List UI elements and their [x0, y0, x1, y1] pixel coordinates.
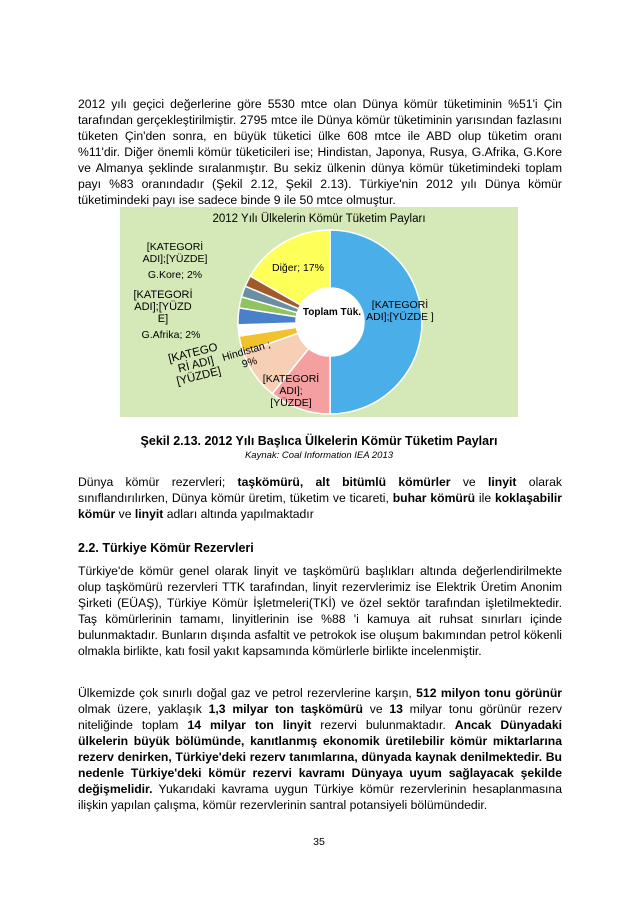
chart-title: 2012 Yılı Ülkelerin Kömür Tüketim Payları: [212, 213, 426, 225]
paragraph-turkey-reserves: Ülkemizde çok sınırlı doğal gaz ve petrol rezervlerine karşın, 512 milyon tonu görünür olmak üzere, yaklaşık 1,3 milyar ton taşkömürü ve 13 milyar tonu görünür rezerv niteliğinde toplam 14 milyar ton linyit rezervi bulunmaktadır. Ancak Dünyadaki ülkelerin büyük bölümünde, kanıtlanmış ekonomik üretilebilir kömür miktarlarına rezerv denirken, Türkiye'deki rezerv tanımlarına, dünyada kaynak denilmektedir. Bu nedenle Türkiye'deki kömür rezervi kavramı Dünyaya uyum sağlayacak şekilde değişmelidir. Yukarıdaki kavrama uygun Türkiye kömür rezervlerinin hesaplanmasına ilişkin yapılan çalışma, kömür rezervlerinin santral potansiyeli bölümündedir.: [78, 686, 563, 812]
figure-source: Kaynak: Coal Information IEA 2013: [244, 450, 394, 461]
chart-center-label: Toplam Tük.: [302, 307, 362, 318]
label-germany: [KATEGORİ ADI];[YÜZDE]: [142, 241, 208, 265]
label-skorea: G.Kore; 2%: [147, 269, 203, 281]
paragraph-turkey-coal: Türkiye'de kömür genel olarak linyit ve taşkömürü başlıkları altında değerlendirilmekte olup taşkömürü rezervleri TTK tarafından, linyit rezervlerimiz ise Elektrik Üretim Anonim Şirketi (EÜAŞ), Türkiye Kömür İşletmeleri(TKİ) ve özel sektör tarafından işletilmektedir. Taş kömürlerinin tamamı, linyitlerinin ise %88 'i kamuya ait ruhsat sınırları içinde bulunmaktadır. Bunların dışında asfaltit ve petrokok ise oluşum bakımından petrol kökenli olmakla birlikte, katı fosil yakıt kapsamında kömürlerle birlikte incelenmiştir.: [78, 564, 562, 658]
paragraph-reserves-classification: Dünya kömür rezervleri; taşkömürü, alt bitümlü kömürler ve linyit olarak sınıflandırılırken, Dünya kömür üretim, tüketim ve ticareti, buhar kömürü ile koklaşabilir kömür ve linyit adları altında yapılmaktadır: [78, 475, 563, 521]
section-heading: 2.2. Türkiye Kömür Rezervleri: [78, 541, 254, 555]
label-china: [KATEGORİ ADI];[YÜZDE ]: [366, 299, 434, 323]
page-number: 35: [313, 836, 325, 848]
label-other: Diğer; 17%: [272, 262, 324, 274]
label-safrica: G.Afrika; 2%: [141, 329, 201, 341]
paragraph-consumption: 2012 yılı geçici değerlerine göre 5530 mtce olan Dünya kömür tüketiminin %51'i Çin tarafından gerçekleştirilmiştir. 2795 mtce ile Dünya kömür tüketiminin yarısından fazlasını tüketen Çin'den sonra, en büyük tüketici ülke 608 mtce ile ABD olup tüketim oranı %11'dir. Diğer önemli kömür tüketicileri ise; Hindistan, Japonya, Rusya, G.Afrika, G.Kore ve Almanya şeklinde sıralanmıştır. Bu sekiz ülkenin dünya kömür tüketimindeki toplam payı %83 oranındadır (Şekil 2.12, Şekil 2.13). Türkiye'nin 2012 yılı Dünya kömür tüketimindeki payı ise sadece binde 9 ile 50 mtce olmuştur.: [78, 97, 562, 207]
label-usa: [KATEGORİ ADI]; [YÜZDE]: [262, 373, 320, 409]
label-japan: [KATEGO Rİ ADI] [YÜZDE]: [167, 341, 223, 388]
coal-consumption-chart: [120, 207, 518, 417]
doughnut-hole: [296, 288, 364, 356]
figure-caption: Şekil 2.13. 2012 Yılı Başlıca Ülkelerin Kömür Tüketim Payları: [140, 434, 498, 448]
label-russia: [KATEGORİ ADI];[YÜZD E]: [133, 289, 193, 325]
label-india: Hindistan ; 9%: [220, 338, 272, 371]
